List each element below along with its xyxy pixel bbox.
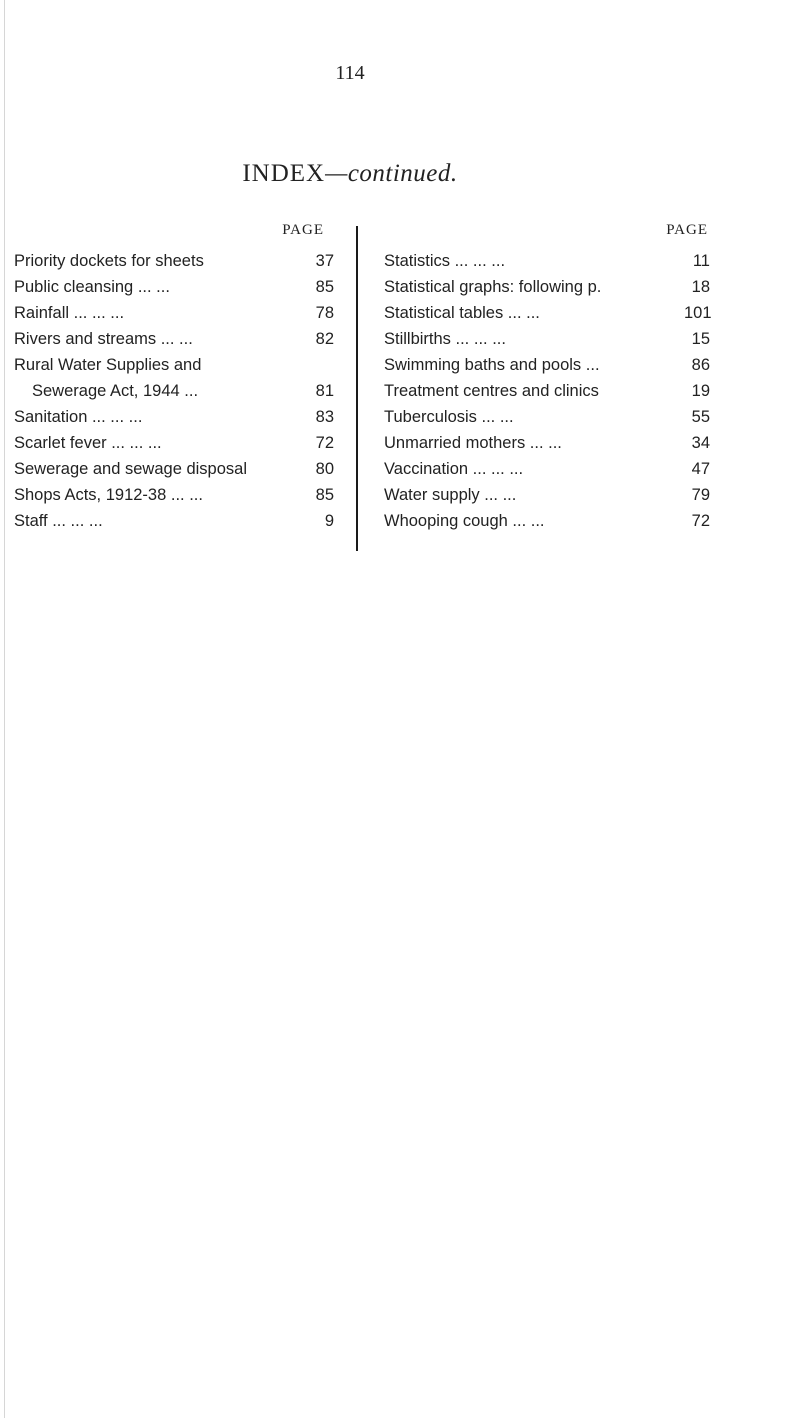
index-entry-label: Statistics ... ... ... [384, 252, 506, 270]
index-entry-page: 55 [691, 408, 710, 426]
column-header-page: PAGE [282, 222, 324, 238]
index-entry-page: 15 [691, 330, 710, 348]
index-entry [384, 508, 710, 534]
index-entry [14, 274, 334, 300]
index-entry-label: Rainfall ... ... ... [14, 304, 125, 322]
index-entry-page: 81 [315, 382, 334, 400]
heading-suffix: —continued. [325, 160, 458, 187]
index-entry [384, 482, 710, 508]
index-entry [384, 352, 710, 378]
index-entry-page: 86 [691, 356, 710, 374]
index-entry [384, 404, 710, 430]
index-entry [14, 456, 334, 482]
index-entry-label: Tuberculosis ... ... [384, 408, 514, 426]
column-header-page: PAGE [666, 222, 708, 238]
index-entry-label: Statistical graphs: following p. [384, 278, 602, 296]
index-entry-label: Rivers and streams ... ... [14, 330, 193, 348]
index-entry [14, 326, 334, 352]
index-entry-page: 19 [691, 382, 710, 400]
index-entry-page: 11 [692, 252, 710, 270]
index-entry-label: Scarlet fever ... ... ... [14, 434, 162, 452]
index-entry [14, 404, 334, 430]
index-entry [14, 248, 334, 274]
index-entry-page: 79 [691, 486, 710, 504]
heading-main: INDEX [242, 160, 326, 187]
index-entry-label: Unmarried mothers ... ... [384, 434, 562, 452]
index-entry [384, 378, 710, 404]
index-entry-label: Sewerage Act, 1944 ... [32, 382, 199, 400]
index-entry-page: 47 [691, 460, 710, 478]
index-entry-label: Sanitation ... ... ... [14, 408, 143, 426]
index-entry-label: Treatment centres and clinics [384, 382, 599, 400]
index-entry [384, 326, 710, 352]
index-entry-page: 72 [315, 434, 334, 452]
index-entry-label: Rural Water Supplies and [14, 356, 202, 374]
index-entry-page: 18 [691, 278, 710, 296]
index-entry-page: 9 [324, 512, 334, 530]
index-entry [14, 378, 334, 404]
index-entry-label: Statistical tables ... ... [384, 304, 540, 322]
index-entry-label: Vaccination ... ... ... [384, 460, 524, 478]
index-entry-page: 83 [315, 408, 334, 426]
index-entry-label: Sewerage and sewage disposal [14, 460, 247, 478]
index-entry-page: 80 [315, 460, 334, 478]
index-entry [14, 352, 334, 378]
index-heading [0, 160, 700, 188]
index-entry-page: 78 [315, 304, 334, 322]
index-entries-left [14, 248, 334, 534]
index-entry-label: Priority dockets for sheets [14, 252, 204, 270]
index-entries-right [384, 248, 710, 534]
index-entry [384, 430, 710, 456]
page-number: 114 [335, 62, 365, 84]
index-entry [14, 508, 334, 534]
index-entry-label: Staff ... ... ... [14, 512, 103, 530]
index-column-left [14, 222, 334, 534]
index-entry-page: 101 [684, 304, 712, 322]
column-divider [356, 226, 358, 551]
index-entry-label: Swimming baths and pools ... [384, 356, 600, 374]
index-entry [14, 482, 334, 508]
index-entry-label: Stillbirths ... ... ... [384, 330, 506, 348]
index-entry [14, 430, 334, 456]
index-entry-page: 85 [315, 486, 334, 504]
index-entry [14, 300, 334, 326]
index-entry-page: 34 [691, 434, 710, 452]
index-entry-label: Shops Acts, 1912-38 ... ... [14, 486, 203, 504]
index-entry-page: 85 [315, 278, 334, 296]
index-entry [384, 248, 710, 274]
index-entry-page: 82 [315, 330, 334, 348]
index-entry-page: 37 [315, 252, 334, 270]
index-entry-label: Water supply ... ... [384, 486, 517, 504]
index-column-right [384, 222, 710, 534]
index-entry-label: Public cleansing ... ... [14, 278, 170, 296]
index-entry [384, 456, 710, 482]
scan-edge-line [4, 0, 5, 1418]
index-entry [384, 274, 710, 300]
index-entry-label: Whooping cough ... ... [384, 512, 545, 530]
index-entry [384, 300, 710, 326]
index-entry-page: 72 [691, 512, 710, 530]
